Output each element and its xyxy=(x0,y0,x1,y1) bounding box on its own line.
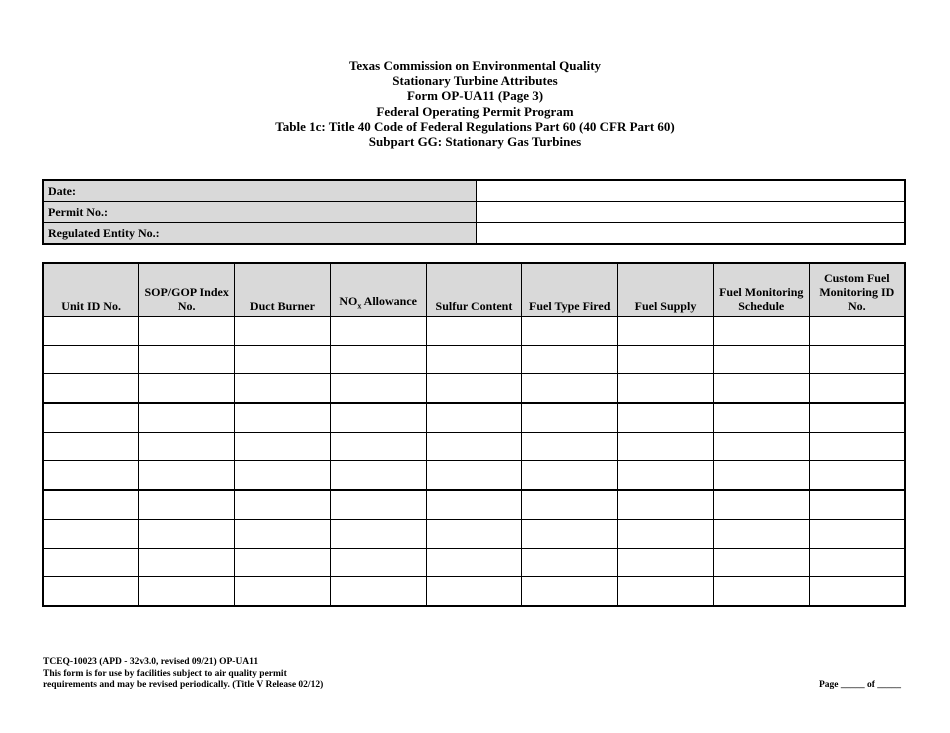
table-cell[interactable] xyxy=(618,461,714,490)
table-cell[interactable] xyxy=(426,403,522,432)
table-cell[interactable] xyxy=(330,548,426,577)
table-cell[interactable] xyxy=(139,432,235,461)
table-cell[interactable] xyxy=(235,432,331,461)
table-cell[interactable] xyxy=(522,519,618,548)
table-cell[interactable] xyxy=(809,577,905,606)
table-row xyxy=(43,403,905,432)
table-cell[interactable] xyxy=(426,317,522,346)
entity-row xyxy=(43,223,905,245)
table-cell[interactable] xyxy=(809,432,905,461)
table-cell[interactable] xyxy=(330,432,426,461)
table-cell[interactable] xyxy=(713,374,809,403)
table-cell[interactable] xyxy=(809,374,905,403)
table-cell[interactable] xyxy=(713,490,809,519)
info-table xyxy=(42,179,906,245)
col-sop-gop-index: SOP/GOP Index No. xyxy=(139,263,235,317)
table-cell[interactable] xyxy=(809,490,905,519)
nox-label: NO xyxy=(339,293,358,308)
table-cell[interactable] xyxy=(426,432,522,461)
table-cell[interactable] xyxy=(43,490,139,519)
table-cell[interactable] xyxy=(330,461,426,490)
table-row xyxy=(43,317,905,346)
table-cell[interactable] xyxy=(426,490,522,519)
col-duct-burner: Duct Burner xyxy=(235,263,331,317)
table-cell[interactable] xyxy=(139,577,235,606)
table-cell[interactable] xyxy=(522,461,618,490)
table-cell[interactable] xyxy=(43,577,139,606)
table-cell[interactable] xyxy=(809,461,905,490)
table-row xyxy=(43,432,905,461)
table-cell[interactable] xyxy=(809,403,905,432)
table-cell[interactable] xyxy=(713,548,809,577)
col-unit-id: Unit ID No. xyxy=(43,263,139,317)
table-cell[interactable] xyxy=(426,577,522,606)
table-cell[interactable] xyxy=(139,548,235,577)
table-cell[interactable] xyxy=(330,519,426,548)
table-cell[interactable] xyxy=(330,403,426,432)
table-cell[interactable] xyxy=(713,432,809,461)
table-cell[interactable] xyxy=(43,519,139,548)
table-cell[interactable] xyxy=(618,519,714,548)
table-cell[interactable] xyxy=(713,317,809,346)
table-cell[interactable] xyxy=(43,461,139,490)
table-cell[interactable] xyxy=(235,461,331,490)
table-cell[interactable] xyxy=(330,345,426,374)
table-cell[interactable] xyxy=(713,403,809,432)
table-header-row xyxy=(43,263,905,317)
nox-subscript: x xyxy=(357,301,362,310)
permit-label: Permit No.: xyxy=(43,202,477,223)
table-cell[interactable] xyxy=(139,345,235,374)
permit-field[interactable] xyxy=(477,202,906,223)
table-cell[interactable] xyxy=(43,403,139,432)
table-cell[interactable] xyxy=(522,432,618,461)
col-sulfur-content: Sulfur Content xyxy=(426,263,522,317)
col-fuel-supply: Fuel Supply xyxy=(618,263,714,317)
form-title: Stationary Turbine Attributes xyxy=(392,73,558,89)
table-cell[interactable] xyxy=(235,577,331,606)
table-row xyxy=(43,490,905,519)
form-header xyxy=(0,58,950,149)
table-title: Table 1c: Title 40 Code of Federal Regulations Part 60 (40 CFR Part 60) xyxy=(275,118,675,134)
table-cell[interactable] xyxy=(235,548,331,577)
form-footer xyxy=(43,657,323,692)
table-cell[interactable] xyxy=(809,519,905,548)
table-row xyxy=(43,577,905,606)
table-cell[interactable] xyxy=(809,317,905,346)
table-cell[interactable] xyxy=(235,374,331,403)
table-row xyxy=(43,345,905,374)
table-cell[interactable] xyxy=(43,548,139,577)
table-cell[interactable] xyxy=(713,577,809,606)
usage-note-line1: This form is for use by facilities subject to air quality permit xyxy=(43,668,287,679)
table-cell[interactable] xyxy=(426,461,522,490)
date-row xyxy=(43,180,905,202)
table-cell[interactable] xyxy=(522,345,618,374)
table-cell[interactable] xyxy=(522,317,618,346)
regulated-entity-field[interactable] xyxy=(477,223,906,245)
table-cell[interactable] xyxy=(713,345,809,374)
table-cell[interactable] xyxy=(809,345,905,374)
col-fuel-type-fired: Fuel Type Fired xyxy=(522,263,618,317)
table-cell[interactable] xyxy=(618,403,714,432)
table-cell[interactable] xyxy=(618,432,714,461)
table-cell[interactable] xyxy=(809,548,905,577)
table-cell[interactable] xyxy=(139,461,235,490)
table-cell[interactable] xyxy=(522,374,618,403)
table-cell[interactable] xyxy=(426,548,522,577)
table-cell[interactable] xyxy=(139,490,235,519)
table-cell[interactable] xyxy=(522,490,618,519)
program-name: Federal Operating Permit Program xyxy=(376,103,574,119)
form-number: Form OP-UA11 (Page 3) xyxy=(406,88,544,104)
table-cell[interactable] xyxy=(618,374,714,403)
permit-row xyxy=(43,202,905,223)
table-cell[interactable] xyxy=(43,374,139,403)
table-cell[interactable] xyxy=(618,317,714,346)
table-cell[interactable] xyxy=(235,345,331,374)
table-cell[interactable] xyxy=(139,374,235,403)
table-cell[interactable] xyxy=(43,345,139,374)
table-cell[interactable] xyxy=(235,403,331,432)
table-cell[interactable] xyxy=(235,519,331,548)
table-cell[interactable] xyxy=(522,548,618,577)
table-row xyxy=(43,548,905,577)
regulated-entity-label: Regulated Entity No.: xyxy=(43,223,477,245)
col-nox-allowance xyxy=(330,263,426,317)
table-cell[interactable] xyxy=(522,403,618,432)
col-fuel-monitoring-schedule: Fuel Monitoring Schedule xyxy=(713,263,809,317)
table-cell[interactable] xyxy=(330,490,426,519)
table-cell[interactable] xyxy=(235,490,331,519)
table-cell[interactable] xyxy=(522,577,618,606)
table-cell[interactable] xyxy=(139,519,235,548)
form-id-line: TCEQ-10023 (APD - 32v3.0, revised 09/21) OP-UA11 xyxy=(43,657,259,667)
table-cell[interactable] xyxy=(43,432,139,461)
table-cell[interactable] xyxy=(330,374,426,403)
table-cell[interactable] xyxy=(618,345,714,374)
table-cell[interactable] xyxy=(713,519,809,548)
table-body xyxy=(43,317,905,606)
table-cell[interactable] xyxy=(618,548,714,577)
table-row xyxy=(43,519,905,548)
table-cell[interactable] xyxy=(43,317,139,346)
table-cell[interactable] xyxy=(426,345,522,374)
table-cell[interactable] xyxy=(426,519,522,548)
usage-note-line2: requirements and may be revised periodically. (Title V Release 02/12) xyxy=(43,680,324,690)
col-custom-fuel-monitoring-id: Custom Fuel Monitoring ID No. xyxy=(809,263,905,317)
table-row xyxy=(43,461,905,490)
date-label: Date: xyxy=(43,180,477,202)
allowance-label: Allowance xyxy=(361,293,418,308)
table-cell[interactable] xyxy=(235,317,331,346)
turbine-table xyxy=(42,262,906,607)
table-row xyxy=(43,374,905,403)
table-cell[interactable] xyxy=(618,577,714,606)
table-cell[interactable] xyxy=(618,490,714,519)
table-cell[interactable] xyxy=(139,317,235,346)
table-cell[interactable] xyxy=(426,374,522,403)
date-field[interactable] xyxy=(477,180,906,202)
table-cell[interactable] xyxy=(713,461,809,490)
page-number: Page _____ of _____ xyxy=(818,680,901,690)
agency-name: Texas Commission on Environmental Quality xyxy=(348,58,602,73)
table-cell[interactable] xyxy=(330,317,426,346)
subpart-title: Subpart GG: Stationary Gas Turbines xyxy=(368,134,582,150)
table-cell[interactable] xyxy=(330,577,426,606)
table-cell[interactable] xyxy=(139,403,235,432)
